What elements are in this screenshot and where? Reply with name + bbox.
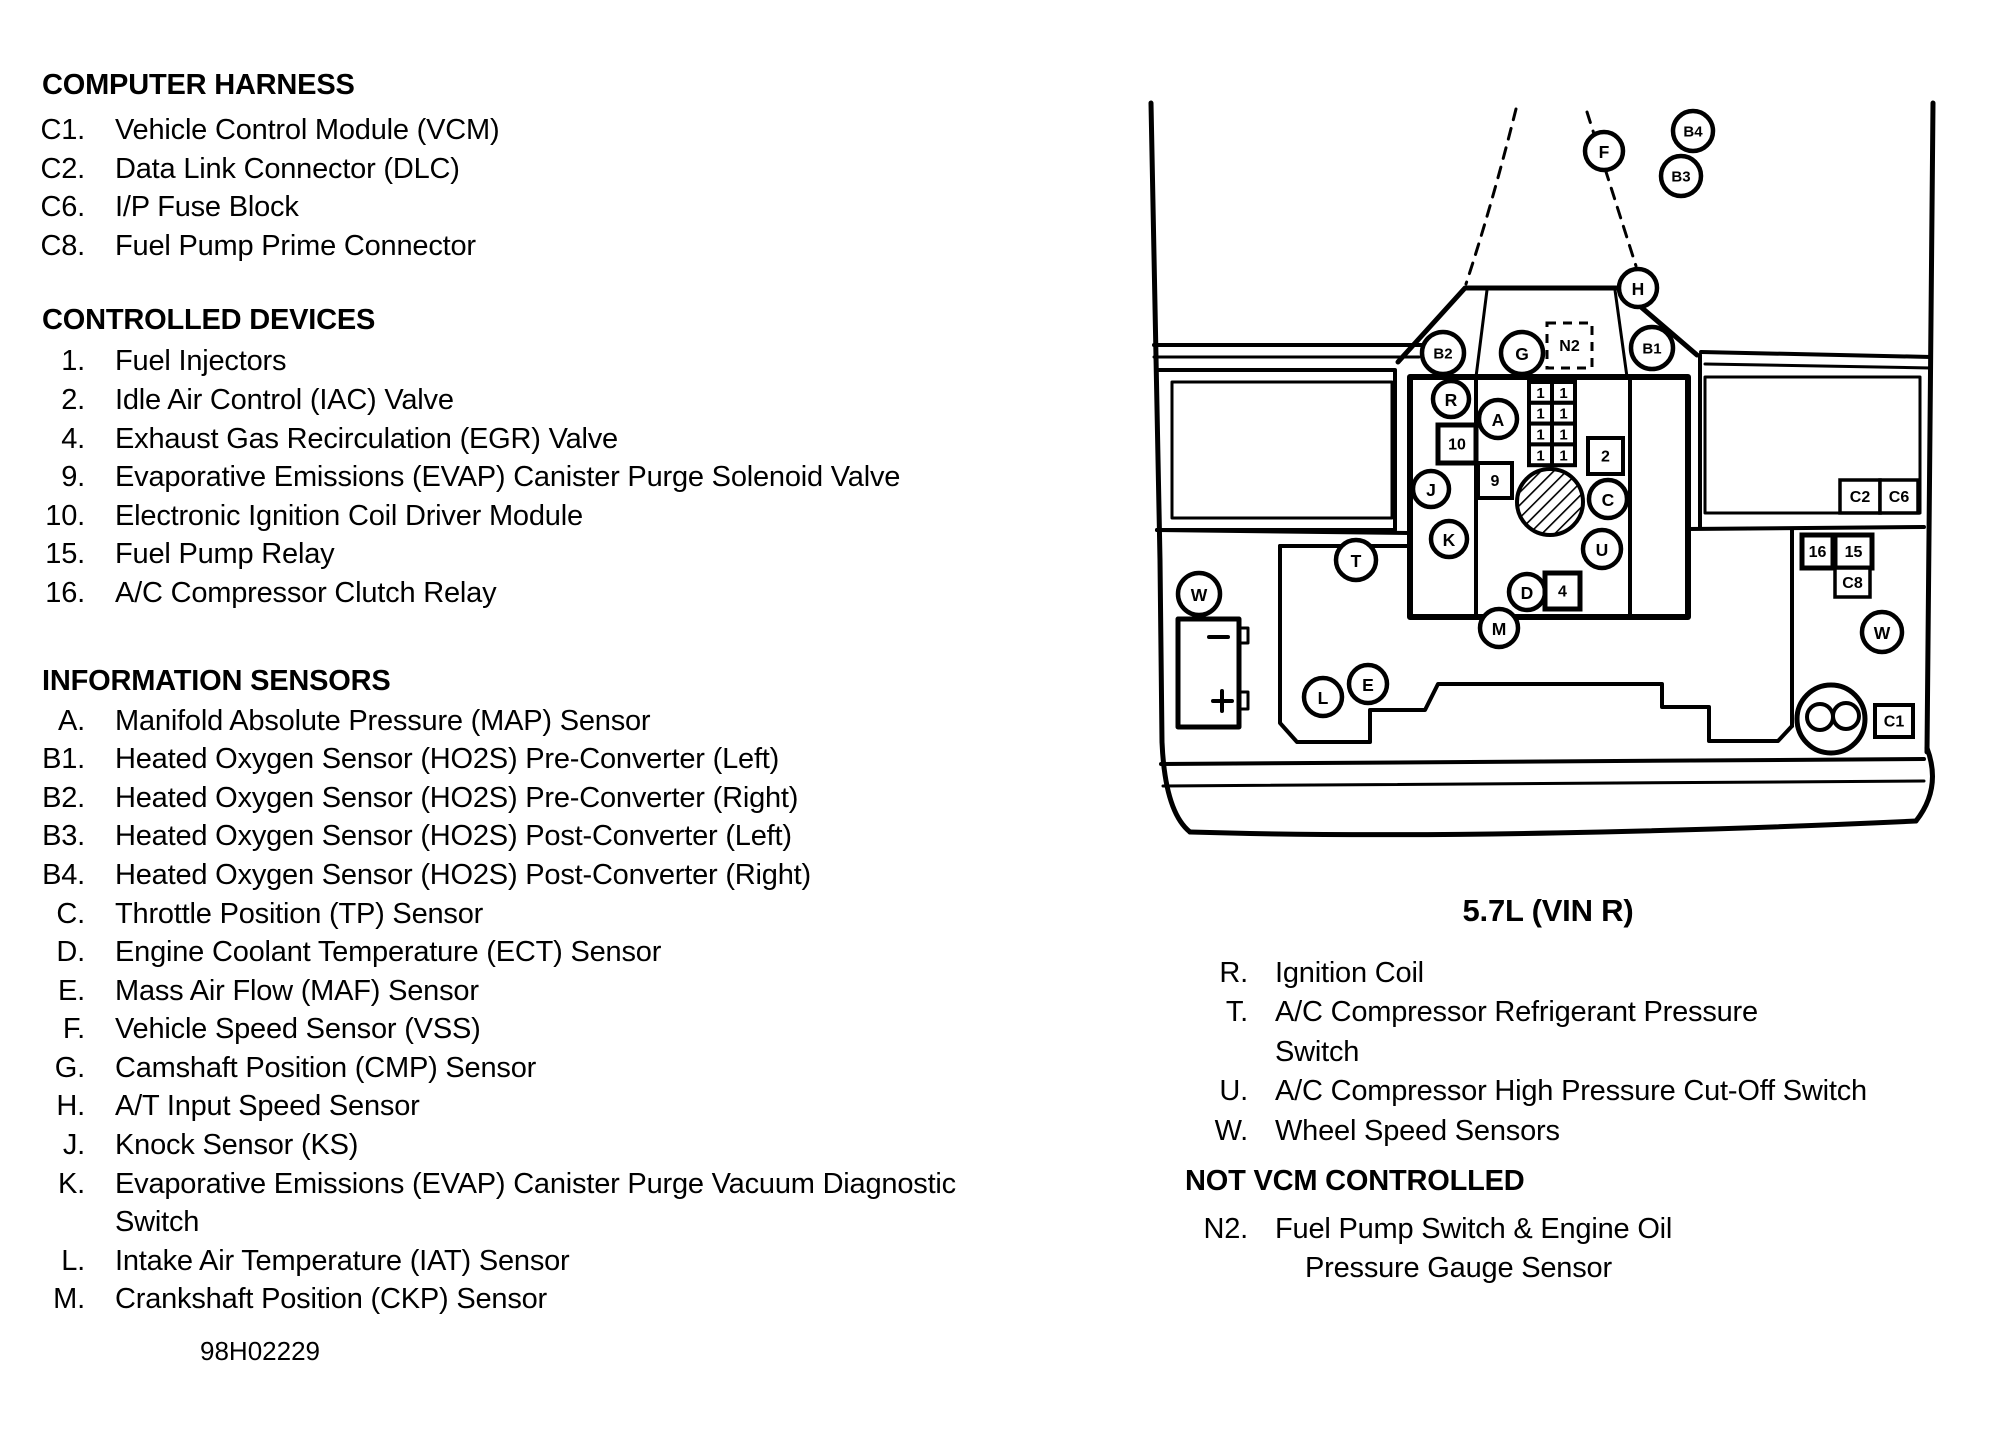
bumper-bottom-line xyxy=(1190,821,1916,835)
item-text: Intake Air Temperature (IAT) Sensor xyxy=(115,1244,570,1277)
item-text: A/C Compressor High Pressure Cut-Off Switch xyxy=(1275,1075,1867,1108)
item-label: 16. xyxy=(45,576,85,609)
legend-item-B4 xyxy=(33,856,1043,895)
injector-cell xyxy=(1529,444,1552,465)
item-text: Mass Air Flow (MAF) Sensor xyxy=(115,974,479,1007)
label-text: C2 xyxy=(1849,489,1871,506)
item-label: C6. xyxy=(40,191,85,224)
legend-item-H xyxy=(33,1087,1043,1126)
label-text: N2 xyxy=(1559,338,1580,355)
cowl-line-right-2 xyxy=(1705,364,1931,368)
injector-cell xyxy=(1529,403,1552,424)
legend-right-column xyxy=(1180,954,1970,1289)
cowl-line-right-1 xyxy=(1701,352,1931,357)
section-items xyxy=(33,342,1043,612)
item-text: Heated Oxygen Sensor (HO2S) Post-Converter (Right) xyxy=(115,858,811,891)
item-text: Camshaft Position (CMP) Sensor xyxy=(115,1051,537,1084)
label-text: B1 xyxy=(1642,340,1662,358)
diagram-circle-K xyxy=(1431,521,1467,557)
item-label: 4. xyxy=(61,422,85,455)
dashed-line-left xyxy=(1466,109,1516,284)
item-text: Evaporative Emissions (EVAP) Canister Purge Solenoid Valve xyxy=(115,461,901,494)
diagram-circle-J xyxy=(1413,471,1449,507)
label-text: D xyxy=(1520,583,1534,603)
diagram-circle-D xyxy=(1509,574,1545,610)
item-text: Data Link Connector (DLC) xyxy=(115,152,460,185)
item-text-line2: Pressure Gauge Sensor xyxy=(1305,1252,1612,1285)
item-label: 9. xyxy=(61,461,85,494)
not-vcm-items xyxy=(1180,1210,1970,1289)
figure-code: 98H02229 xyxy=(200,1336,320,1366)
item-label: N2. xyxy=(1203,1213,1248,1246)
item-text: Fuel Injectors xyxy=(115,345,287,378)
label-text: B4 xyxy=(1683,123,1703,141)
legend-item-C6 xyxy=(33,188,1043,227)
right-item-U xyxy=(1180,1072,1970,1111)
legend-item-A xyxy=(33,702,1043,741)
label-text: U xyxy=(1595,540,1609,560)
diagram-box-2 xyxy=(1588,438,1623,474)
legend-item-4 xyxy=(33,420,1043,459)
item-label: M. xyxy=(53,1283,85,1316)
diagram-circle-C xyxy=(1589,480,1627,518)
item-text: Evaporative Emissions (EVAP) Canister Purge Vacuum Diagnostic Switch xyxy=(115,1165,956,1242)
legend-item-C8 xyxy=(33,227,1043,266)
item-label: R. xyxy=(1219,957,1248,989)
item-label: B1. xyxy=(42,743,85,776)
diagram-circle-W xyxy=(1178,573,1220,615)
label-text: 9 xyxy=(1490,473,1500,490)
item-text: Idle Air Control (IAC) Valve xyxy=(115,383,454,416)
item-label: F. xyxy=(62,1013,85,1046)
hatched-circle xyxy=(1517,469,1583,535)
item-text: Heated Oxygen Sensor (HO2S) Pre-Converter (Right) xyxy=(115,781,799,814)
diagram-box-9 xyxy=(1478,463,1512,498)
item-text: Ignition Coil xyxy=(1275,957,1424,989)
diagram-circle-T xyxy=(1336,540,1376,580)
diagram-box-C2 xyxy=(1840,480,1880,513)
legend-item-15 xyxy=(33,535,1043,574)
diagram-circle-E xyxy=(1349,665,1387,703)
engine-compartment-diagram xyxy=(900,75,2002,945)
label-text: 1 xyxy=(1559,405,1568,423)
item-text: A/C Compressor Refrigerant Pressure Switch xyxy=(1275,993,1758,1072)
left-box-inner xyxy=(1172,382,1392,518)
bumper-top-line xyxy=(1161,759,1924,764)
section-header: COMPUTER HARNESS xyxy=(42,69,355,101)
diagram-circle-U xyxy=(1583,530,1621,568)
diagram-box-C1 xyxy=(1875,705,1913,737)
diagram-box-10 xyxy=(1438,425,1476,463)
section-header: INFORMATION SENSORS xyxy=(42,664,391,697)
label-text: 1 xyxy=(1536,405,1545,423)
legend-item-K xyxy=(33,1165,1043,1242)
item-label: E. xyxy=(58,974,85,1007)
legend-item-F xyxy=(33,1010,1043,1049)
item-label: G. xyxy=(54,1051,85,1084)
injector-cell xyxy=(1552,424,1575,445)
section-header: CONTROLLED DEVICES xyxy=(42,304,376,337)
label-text: C xyxy=(1601,490,1615,510)
label-text: W xyxy=(1873,623,1891,643)
label-text: K xyxy=(1442,530,1456,550)
label-text: 4 xyxy=(1558,583,1567,601)
label-text: C6 xyxy=(1888,489,1910,506)
diagram-circle-B2 xyxy=(1422,332,1464,374)
item-text: Fuel Pump Relay xyxy=(115,538,335,571)
legend-item-C xyxy=(33,895,1043,934)
legend-item-B1 xyxy=(33,740,1043,779)
injector-cell xyxy=(1552,382,1575,403)
item-text: I/P Fuse Block xyxy=(115,191,299,224)
item-label: W. xyxy=(1214,1114,1248,1147)
diagram-box-15 xyxy=(1835,535,1872,568)
legend-item-B3 xyxy=(33,817,1043,856)
injector-cell xyxy=(1529,424,1552,445)
item-text: Vehicle Control Module (VCM) xyxy=(115,114,500,146)
item-text: Fuel Pump Switch & Engine Oil Pressure Gauge Sensor xyxy=(1275,1210,1672,1289)
legend-section-1 xyxy=(33,301,1043,612)
diagram-circle-A xyxy=(1479,400,1517,438)
legend-item-16 xyxy=(33,574,1043,613)
legend-section-2 xyxy=(33,662,1043,1320)
battery-terminal-top xyxy=(1239,628,1248,643)
legend-item-M xyxy=(33,1280,1043,1319)
left-box-outer xyxy=(1157,370,1395,530)
item-label: T. xyxy=(1225,996,1248,1029)
item-label: B4. xyxy=(42,858,85,891)
label-text: W xyxy=(1190,585,1208,605)
diagram-circle-H xyxy=(1619,269,1657,307)
label-text: 15 xyxy=(1844,544,1863,561)
item-text: Manifold Absolute Pressure (MAP) Sensor xyxy=(115,704,651,737)
body-right-edge xyxy=(1927,103,1933,752)
legend-item-9 xyxy=(33,458,1043,497)
right-item-W xyxy=(1180,1112,1970,1151)
not-vcm-header: NOT VCM CONTROLLED xyxy=(1185,1165,1525,1198)
label-text: E xyxy=(1362,675,1374,695)
section-items xyxy=(33,702,1043,1320)
item-label: C8. xyxy=(40,229,85,262)
legend-section-0 xyxy=(33,66,1043,265)
label-text: C8 xyxy=(1842,575,1863,592)
item-text: Exhaust Gas Recirculation (EGR) Valve xyxy=(115,422,618,455)
legend-left-column xyxy=(33,66,1043,1319)
dual-circle-component xyxy=(1797,685,1865,753)
diagram-caption: 5.7L (VIN R) xyxy=(1462,893,1634,928)
diagram-box-16 xyxy=(1802,535,1833,568)
diagram-circle-W xyxy=(1862,612,1902,652)
item-label: B3. xyxy=(42,820,85,853)
item-label: 10. xyxy=(45,499,85,532)
diagram-box-C8 xyxy=(1835,568,1870,597)
item-label: J. xyxy=(62,1129,85,1162)
diagram-box-N2 xyxy=(1547,323,1592,368)
item-label: 1. xyxy=(61,345,85,378)
not-vcm-item-N2 xyxy=(1180,1210,1970,1289)
section-items xyxy=(33,111,1043,265)
bumper-mid-line xyxy=(1163,781,1924,786)
injector-cell xyxy=(1552,444,1575,465)
item-text: Fuel Pump Prime Connector xyxy=(115,229,476,262)
hood-inner-left xyxy=(1476,290,1487,377)
item-label: C2. xyxy=(40,152,85,185)
label-text: F xyxy=(1598,142,1610,162)
item-label: U. xyxy=(1219,1075,1248,1108)
label-text: J xyxy=(1426,480,1436,500)
diagram-circle-F xyxy=(1585,132,1623,170)
label-text: B3 xyxy=(1671,168,1691,186)
label-text: 2 xyxy=(1601,448,1610,466)
diagram-circle-R xyxy=(1433,381,1469,417)
right-items xyxy=(1180,954,1970,1151)
item-label: A. xyxy=(58,704,85,737)
label-text: H xyxy=(1631,279,1645,299)
diagram-circle-L xyxy=(1304,678,1342,716)
item-label: 15. xyxy=(45,538,85,571)
legend-item-B2 xyxy=(33,779,1043,818)
right-item-T xyxy=(1180,993,1970,1072)
item-text: Heated Oxygen Sensor (HO2S) Post-Converter (Left) xyxy=(115,820,792,853)
label-text: 1 xyxy=(1559,384,1568,402)
label-text: M xyxy=(1491,619,1507,639)
legend-item-C2 xyxy=(33,150,1043,189)
vehicle-outline xyxy=(1151,103,1933,835)
diagram-circle-G xyxy=(1501,332,1543,374)
legend-item-E xyxy=(33,972,1043,1011)
item-text: Engine Coolant Temperature (ECT) Sensor xyxy=(115,936,662,969)
label-text: C1 xyxy=(1883,713,1905,731)
legend-item-J xyxy=(33,1126,1043,1165)
label-text: T xyxy=(1350,551,1362,571)
diagram-dynamic-labels xyxy=(1178,111,1918,737)
item-text: Crankshaft Position (CKP) Sensor xyxy=(115,1283,547,1316)
battery-terminal-bottom xyxy=(1239,692,1248,709)
item-text: Vehicle Speed Sensor (VSS) xyxy=(115,1013,481,1046)
item-text: Knock Sensor (KS) xyxy=(115,1129,359,1162)
legend-item-1 xyxy=(33,342,1043,381)
label-text: R xyxy=(1444,390,1458,410)
diagram-circle-B1 xyxy=(1631,327,1673,369)
item-text: Throttle Position (TP) Sensor xyxy=(115,897,484,930)
item-text: A/C Compressor Clutch Relay xyxy=(115,576,497,609)
label-text: 1 xyxy=(1559,447,1568,465)
legend-item-L xyxy=(33,1242,1043,1281)
legend-item-G xyxy=(33,1049,1043,1088)
item-text: Heated Oxygen Sensor (HO2S) Pre-Converter (Left) xyxy=(115,743,780,776)
legend-item-D xyxy=(33,933,1043,972)
injector-cell xyxy=(1529,382,1552,403)
item-text: Electronic Ignition Coil Driver Module xyxy=(115,499,583,532)
item-text: Wheel Speed Sensors xyxy=(1275,1114,1560,1147)
diagram-circle-B4 xyxy=(1673,111,1713,151)
item-label: H. xyxy=(56,1090,85,1123)
item-text-line2: Switch xyxy=(1275,1035,1360,1068)
legend-item-10 xyxy=(33,497,1043,536)
label-text: 1 xyxy=(1536,384,1545,402)
label-text: G xyxy=(1515,344,1529,364)
legend-item-C1 xyxy=(33,111,1043,150)
item-label: C1. xyxy=(40,114,85,146)
item-label: 2. xyxy=(61,383,85,416)
legend-item-2 xyxy=(33,381,1043,420)
diagram-circle-M xyxy=(1480,609,1518,647)
label-text: L xyxy=(1317,688,1329,708)
item-label: L. xyxy=(61,1244,85,1277)
item-label: K. xyxy=(58,1167,85,1200)
diagram-box-C6 xyxy=(1880,480,1918,513)
item-label: D. xyxy=(56,936,85,969)
diagram-box-4 xyxy=(1545,573,1580,609)
label-text: 1 xyxy=(1536,447,1545,465)
diagram-circle-B3 xyxy=(1661,156,1701,196)
label-text: B2 xyxy=(1433,345,1453,363)
item-text-line2: Switch xyxy=(115,1206,200,1239)
item-label: C. xyxy=(56,897,85,930)
right-item-R xyxy=(1180,954,1970,993)
item-text: A/T Input Speed Sensor xyxy=(115,1090,420,1123)
label-text: 1 xyxy=(1536,426,1545,444)
label-text: 10 xyxy=(1448,436,1466,454)
label-text: A xyxy=(1491,410,1505,430)
injector-cell xyxy=(1552,403,1575,424)
label-text: 1 xyxy=(1559,426,1568,444)
item-label: B2. xyxy=(42,781,85,814)
label-text: 16 xyxy=(1808,544,1827,561)
